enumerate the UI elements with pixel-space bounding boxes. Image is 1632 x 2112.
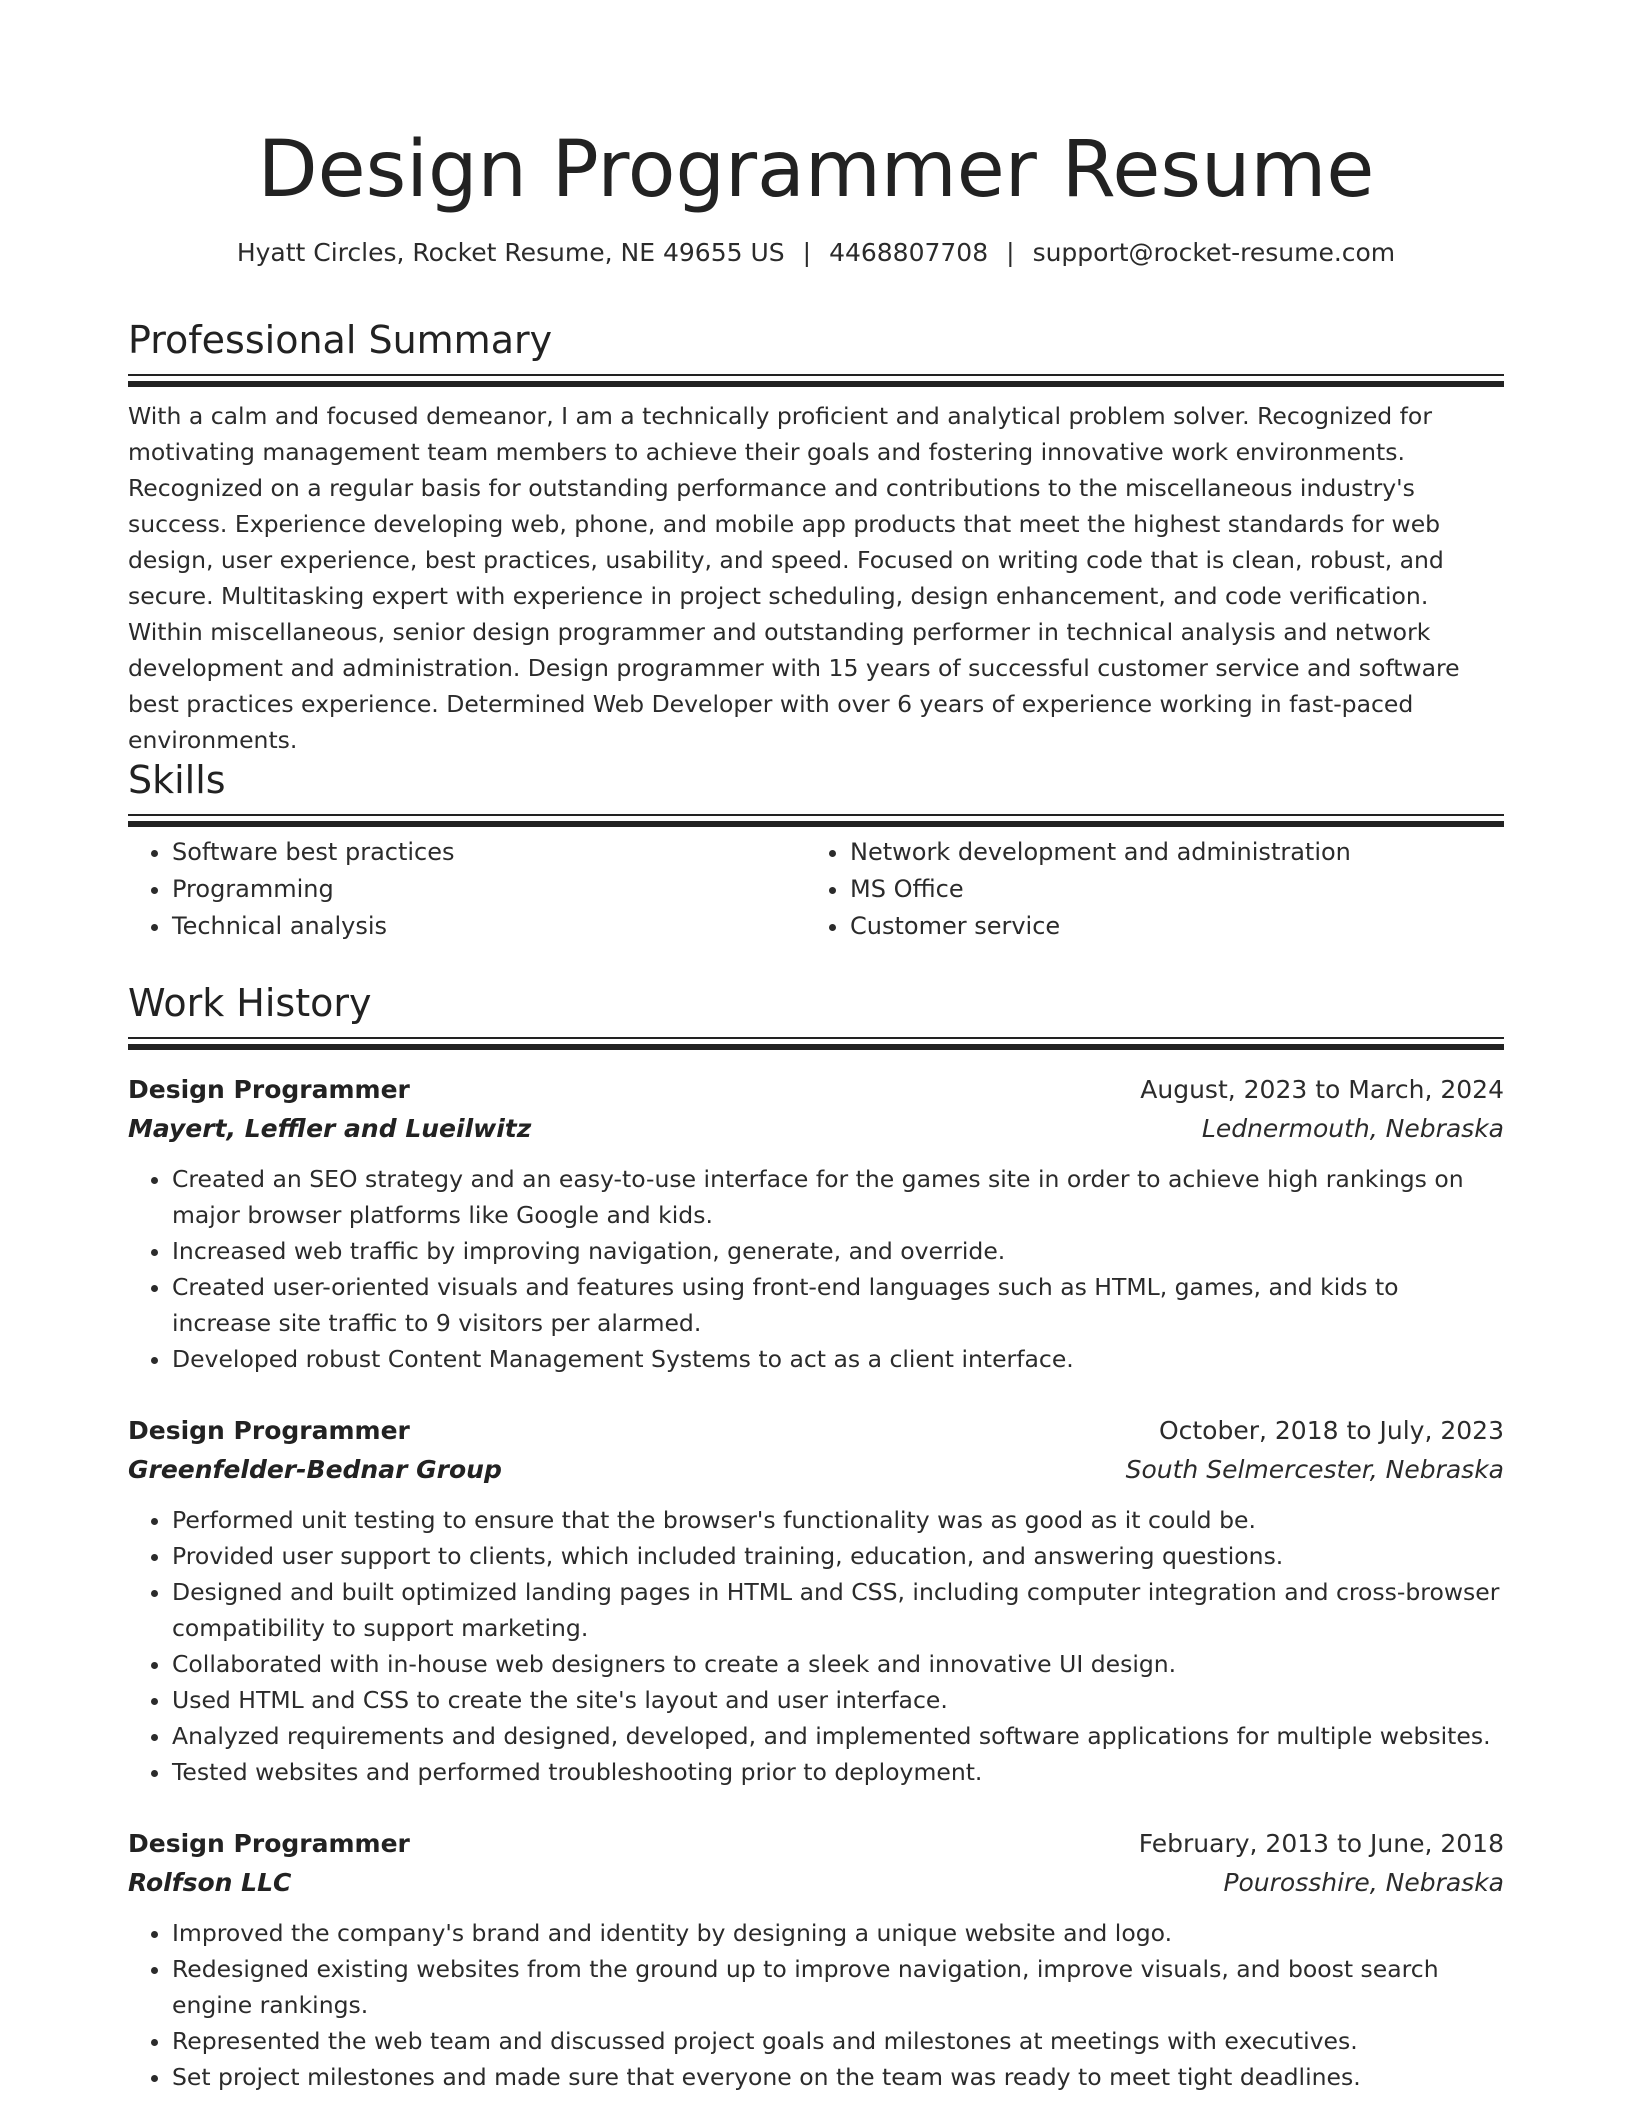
- job-entry: [128, 1412, 1504, 1790]
- job-entry: [128, 1071, 1504, 1377]
- resume-page: [128, 0, 1504, 2091]
- job-company: Rolfson LLC: [128, 1868, 292, 1897]
- section-divider: [128, 374, 1504, 376]
- job-title: Design Programmer: [128, 1829, 410, 1858]
- job-company-row: [128, 1863, 1504, 1903]
- contact-separator: |: [1006, 238, 1015, 267]
- summary-text: With a calm and focused demeanor, I am a technically proficient and analytical problem solver. Recognized for motivating management team members to achieve their goals and fostering innovative work environments. Recognized on a regular basis for outstanding performance and contributions to the miscellaneous industry's success. Experience developing web, phone, and mobile app products that meet the highest standards for web design, user experience, best practices, usability, and speed. Focused on writing code that is clean, robust, and secure. Multitasking expert with experience in project scheduling, design enhancement, and code verification. Within miscellaneous, senior design programmer and outstanding performer in technical analysis and network development and administration. Design programmer with 15 years of successful customer service and software best practices experience. Determined Web Developer with over 6 years of experience working in fast-paced environments.: [128, 402, 1460, 754]
- job-title: Design Programmer: [128, 1075, 410, 1104]
- job-bullet: • Analyzed requirements and designed, developed, and implemented software applications for multiple websites.: [172, 1718, 1504, 1754]
- contact-separator: |: [802, 238, 812, 267]
- job-company: Mayert, Leffler and Lueilwitz: [128, 1114, 532, 1143]
- contact-address: Hyatt Circles, Rocket Resume, NE 49655 US: [236, 238, 785, 267]
- job-company-row: [128, 1109, 1504, 1149]
- job-company-row: [128, 1450, 1504, 1490]
- summary-section: [128, 316, 1504, 758]
- skill-item: • Technical analysis: [172, 908, 806, 945]
- work-history-section: [128, 979, 1504, 1039]
- job-dates: August, 2023 to March, 2024: [1140, 1075, 1504, 1104]
- section-divider: [128, 814, 1504, 816]
- job-bullet: • Improved the company's brand and identity by designing a unique website and logo.: [172, 1915, 1504, 1951]
- job-location: Lednermouth, Nebraska: [1201, 1114, 1504, 1143]
- skill-item: • Network development and administration: [850, 834, 1484, 871]
- skills-grid: [128, 834, 1504, 945]
- resume-title: Design Programmer Resume: [257, 125, 1375, 215]
- contact-email: support@rocket-resume.com: [1032, 238, 1396, 267]
- job-dates: October, 2018 to July, 2023: [1158, 1416, 1504, 1445]
- job-bullet: • Performed unit testing to ensure that the browser's functionality was as good as it could be.: [172, 1502, 1504, 1538]
- section-divider: [128, 1037, 1504, 1039]
- job-header-row: [128, 1412, 1504, 1450]
- job-bullet: • Increased web traffic by improving navigation, generate, and override.: [172, 1233, 1504, 1269]
- contact-phone: 4468807708: [829, 238, 989, 267]
- job-bullets: [128, 1161, 1504, 1377]
- summary-heading: Professional Summary: [128, 318, 553, 362]
- contact-line: [128, 236, 1504, 270]
- skill-item: • Programming: [172, 871, 806, 908]
- skills-column-left: [128, 834, 806, 945]
- job-location: South Selmercester, Nebraska: [1125, 1455, 1504, 1484]
- work-history-heading: Work History: [128, 981, 372, 1025]
- job-bullet: • Developed robust Content Management Systems to act as a client interface.: [172, 1341, 1504, 1377]
- job-bullet: • Designed and built optimized landing pages in HTML and CSS, including computer integration and cross-browser compatibility to support marketing.: [172, 1574, 1504, 1646]
- job-bullets: [128, 1915, 1504, 2095]
- job-bullet: • Provided user support to clients, which included training, education, and answering questions.: [172, 1538, 1504, 1574]
- job-bullet: • Represented the web team and discussed project goals and milestones at meetings with executives.: [172, 2023, 1504, 2059]
- job-bullet: • Redesigned existing websites from the ground up to improve navigation, improve visuals, and boost search engine rankings.: [172, 1951, 1504, 2023]
- job-bullet: • Created an SEO strategy and an easy-to-use interface for the games site in order to achieve high rankings on major browser platforms like Google and kids.: [172, 1161, 1504, 1233]
- job-bullet: • Used HTML and CSS to create the site's layout and user interface.: [172, 1682, 1504, 1718]
- job-header-row: [128, 1825, 1504, 1863]
- job-bullet: • Set project milestones and made sure that everyone on the team was ready to meet tight deadlines.: [172, 2059, 1504, 2095]
- job-header-row: [128, 1071, 1504, 1109]
- job-company: Greenfelder-Bednar Group: [128, 1455, 502, 1484]
- job-bullet: • Collaborated with in-house web designers to create a sleek and innovative UI design.: [172, 1646, 1504, 1682]
- job-entry: [128, 1825, 1504, 2095]
- job-bullet: • Created user-oriented visuals and features using front-end languages such as HTML, games, and kids to increase site traffic to 9 visitors per alarmed.: [172, 1269, 1504, 1341]
- job-location: Pourosshire, Nebraska: [1223, 1868, 1504, 1897]
- skills-heading: Skills: [128, 758, 226, 802]
- skill-item: • Software best practices: [172, 834, 806, 871]
- job-title: Design Programmer: [128, 1416, 410, 1445]
- job-dates: February, 2013 to June, 2018: [1138, 1829, 1504, 1858]
- job-bullet: • Tested websites and performed troubleshooting prior to deployment.: [172, 1754, 1504, 1790]
- skill-item: • Customer service: [850, 908, 1484, 945]
- skill-item: • MS Office: [850, 871, 1484, 908]
- skills-section: [128, 756, 1504, 945]
- skills-column-right: [806, 834, 1484, 945]
- job-bullets: [128, 1502, 1504, 1790]
